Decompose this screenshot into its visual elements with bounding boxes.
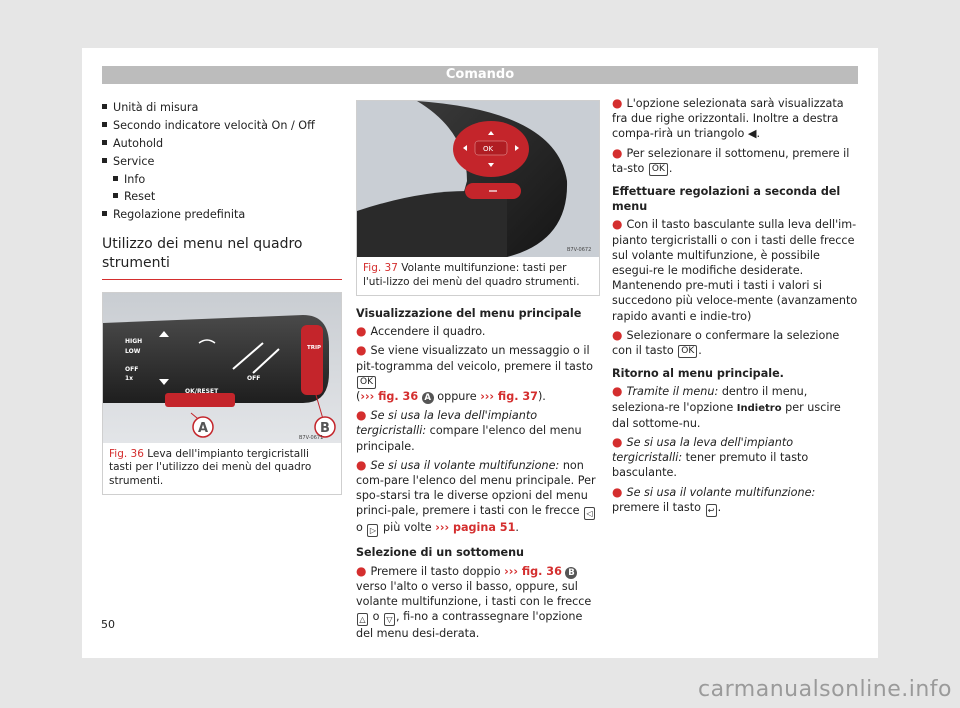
list-item: Autohold xyxy=(102,136,342,151)
bullet-item: ● Se viene visualizzato un messaggio o il pit-togramma del veicolo, premere il tasto OK (››› fig. 36 A oppure ››› fig. 37). xyxy=(356,343,593,404)
bullet-item: ● Selezionare o confermare la selezione con il tasto OK . xyxy=(612,327,840,358)
bullet-item: ● Per selezionare il sottomenu, premere il ta-sto OK . xyxy=(612,145,850,175)
list-item: Service xyxy=(102,154,342,169)
off-label: OFF xyxy=(125,365,139,373)
section-heading: Effettuare regolazioni a seconda del menu xyxy=(612,185,841,214)
list-item: Secondo indicatore velocità On / Off xyxy=(102,118,342,133)
section-heading: Visualizzazione del menu principale xyxy=(356,307,582,320)
ok-key-label: OK xyxy=(483,145,494,153)
fig-36-link[interactable]: ››› fig. 36 xyxy=(504,564,562,578)
figure-caption: Fig. 36 Leva dell'impianto tergicristalli tasti per l'utilizzo dei menù del quadro strumenti. xyxy=(109,447,312,487)
trip-label: TRIP xyxy=(307,344,322,351)
image-code: B7V-0671 xyxy=(299,434,324,441)
list-item: Reset xyxy=(102,189,342,204)
bullet-item: ● Se si usa la leva dell'impianto tergicristalli: compare l'elenco del menu principale. xyxy=(356,408,582,453)
ok-reset-label: OK/RESET xyxy=(185,387,219,395)
steering-wheel-image xyxy=(357,101,599,257)
column-2 xyxy=(356,100,602,645)
bullet-item: ● L'opzione selezionata sarà visualizzata fra due righe orizzontali. Inoltre a destra compa-rirà un triangolo ◀. xyxy=(612,96,844,141)
callout-b-label: B xyxy=(320,420,330,436)
bullet-item: ● Accendere il quadro. xyxy=(356,324,486,339)
bullet-item: ● Tramite il menu: dentro il menu, seleziona-re l'opzione Indietro per uscire dal sottome-nu. xyxy=(612,384,841,430)
callout-a-label: A xyxy=(198,420,209,436)
fig-36-link[interactable]: ››› fig. 36 xyxy=(360,390,419,404)
bullet-item: ● Se si usa la leva dell'impianto tergicristalli: tener premuto il tasto basculante. xyxy=(612,435,809,480)
up-arrow-key-icon: △ xyxy=(357,613,368,626)
down-arrow-key-icon: ▽ xyxy=(384,613,395,626)
column-1 xyxy=(102,100,342,495)
list-item: Regolazione predefinita xyxy=(102,207,342,222)
section-heading: Ritorno al menu principale. xyxy=(612,367,784,381)
low-label: LOW xyxy=(125,347,141,355)
left-arrow-key-icon: ◁ xyxy=(584,507,595,520)
section-heading: Selezione di un sottomenu xyxy=(356,546,525,560)
fig-37-link[interactable]: ››› fig. 37 xyxy=(480,390,538,404)
triangle-left-icon: ◀ xyxy=(747,127,757,141)
bullet-item: ● Se si usa il volante multifunzione: premere il tasto ↩ . xyxy=(612,484,816,515)
right-arrow-key-icon: ▷ xyxy=(367,524,378,537)
page-number: 50 xyxy=(101,618,115,631)
image-code: B7V-0672 xyxy=(567,247,592,253)
high-label: HIGH xyxy=(125,337,143,345)
back-key-icon: ↩ xyxy=(706,504,717,517)
bullet-item: ● Premere il tasto doppio ››› fig. 36 B verso l'alto o verso il basso, oppure, sul volante multifunzione, i tasti con le frecce △ o ▽ , fi-no a contrassegnare l'opzione del menu desi-derata. xyxy=(356,563,592,641)
page-51-link[interactable]: ››› pagina 51 xyxy=(435,521,516,535)
one-x-label: 1x xyxy=(125,374,134,382)
wiper-lever-image xyxy=(103,293,341,443)
figure-caption: Fig. 37 Volante multifunzione: tasti per l'uti-lizzo dei menù del quadro strumenti. xyxy=(363,262,580,288)
bullet-item: ● Se si usa il volante multifunzione: non com-pare l'elenco del menu principale. Per spo-starsi tra le diverse opzioni del menu princi-pale, premere i tasti con le frecce ◁ o ▷ più volte ››› pagina 51. xyxy=(356,457,596,536)
figure-36 xyxy=(102,292,342,496)
column-3 xyxy=(612,96,858,521)
off-label-2: OFF xyxy=(247,374,261,382)
list-item: Info xyxy=(102,172,342,187)
section-title: Utilizzo dei menu nel quadro strumenti xyxy=(102,235,342,280)
figure-37 xyxy=(356,100,600,296)
list-item: Unità di misura xyxy=(102,100,342,115)
page-header: Comando xyxy=(102,66,858,84)
watermark: carmanualsonline.info xyxy=(698,677,952,702)
bullet-item: ● Con il tasto basculante sulla leva dell'im-pianto tergicristalli o con i tasti delle frecce sul volante multifunzione, è possibile esegui-re le modifiche desiderate. Mantenendo pre-muti i tasti i valori si succedono più veloce-mente (avanzamento rapido avanti e indie-tro) xyxy=(612,217,858,323)
